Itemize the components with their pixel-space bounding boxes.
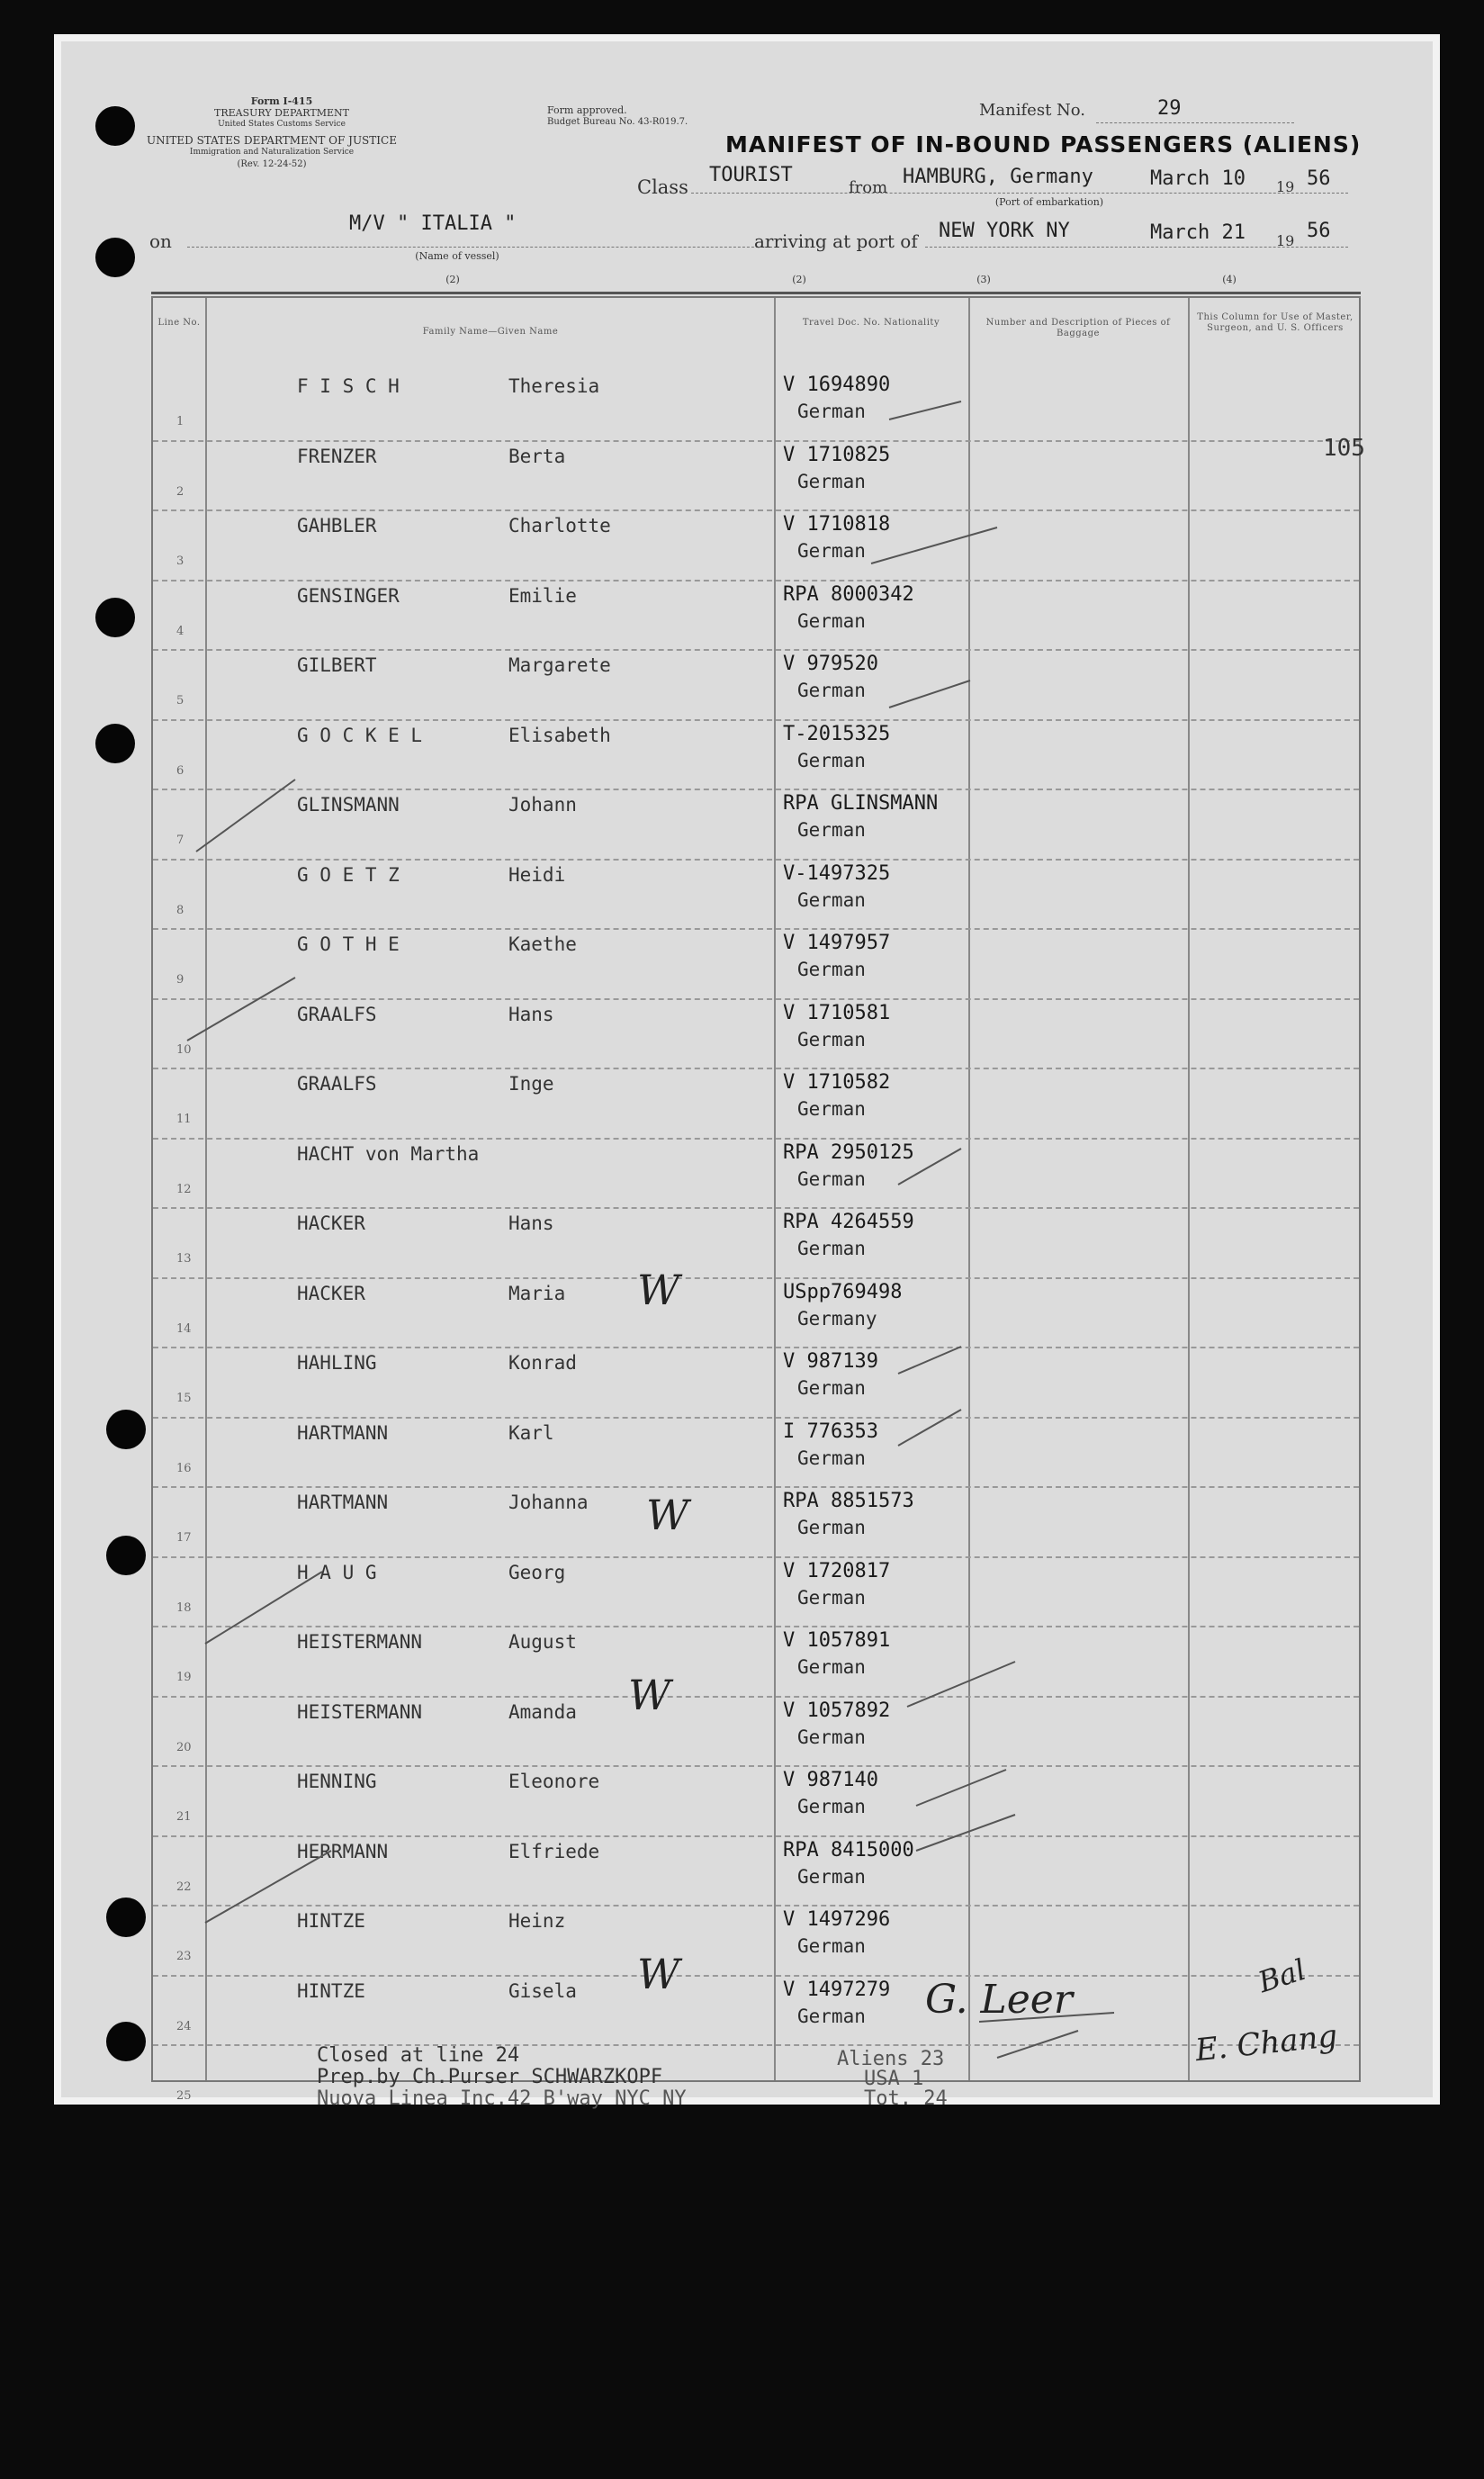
passenger-family-name: GAHBLER	[297, 515, 377, 536]
passenger-given-name: August	[508, 1631, 577, 1653]
form-revision: (Rev. 12-24-52)	[237, 159, 307, 169]
passenger-nationality: German	[797, 401, 866, 422]
passenger-family-name: GILBERT	[297, 654, 377, 676]
passenger-family-name: HARTMANN	[297, 1421, 389, 1444]
port-embarkation: HAMBURG, Germany	[903, 166, 1093, 188]
col-header-baggage: Number and Description of Pieces of Baggage	[985, 318, 1171, 338]
passenger-travel-doc: V 1710582	[783, 1071, 891, 1094]
passenger-family-name: GRAALFS	[297, 1073, 377, 1095]
agent-line: Nuova Linea Inc.42 B'way NYC NY	[317, 2087, 687, 2110]
line-number: 16	[176, 1461, 192, 1475]
passenger-travel-doc: V-1497325	[783, 861, 891, 885]
passenger-given-name: Gisela	[508, 1979, 577, 2002]
passenger-family-name: HACKER	[297, 1282, 365, 1304]
passenger-family-name: G O C K E L	[297, 724, 423, 746]
handwritten-mark: W	[628, 1671, 671, 1719]
passenger-nationality: German	[797, 540, 866, 562]
passenger-family-name: GENSINGER	[297, 584, 400, 607]
passenger-travel-doc: V 1710581	[783, 1001, 891, 1024]
passenger-family-name: G O T H E	[297, 933, 400, 955]
passenger-travel-doc: RPA 8000342	[783, 582, 914, 606]
passenger-given-name: Georg	[508, 1561, 566, 1583]
line-number: 14	[176, 1321, 192, 1336]
prepared-by: Prep.by Ch.Purser SCHWARZKOPF	[317, 2066, 663, 2088]
passenger-family-name: HARTMANN	[297, 1492, 389, 1513]
vessel-name: M/V " ITALIA "	[349, 212, 517, 235]
passenger-travel-doc: V 979520	[783, 653, 878, 675]
passenger-nationality: German	[797, 1586, 866, 1609]
class-label: Class	[637, 176, 688, 198]
passenger-given-name: Inge	[508, 1073, 554, 1095]
total-count: Tot. 24	[864, 2087, 948, 2110]
year-prefix-arrival: 19	[1276, 232, 1295, 249]
passenger-nationality: German	[797, 2005, 866, 2027]
passenger-given-name: Charlotte	[508, 515, 611, 536]
passenger-nationality: German	[797, 1726, 866, 1748]
passenger-travel-doc: USpp769498	[783, 1280, 903, 1303]
passenger-family-name: HERRMANN	[297, 1840, 389, 1862]
col-header-officers: This Column for Use of Master, Surgeon, and U. S. Officers	[1197, 312, 1354, 333]
passenger-family-name: HAHLING	[297, 1352, 377, 1374]
passenger-given-name: Elisabeth	[508, 724, 611, 746]
passenger-travel-doc: RPA 4264559	[783, 1211, 914, 1233]
passenger-travel-doc: I 776353	[783, 1420, 878, 1443]
passenger-nationality: German	[797, 1865, 866, 1888]
arriving-label: arriving at port of	[754, 230, 918, 252]
col-num-b: (2)	[792, 274, 806, 285]
line-number: 6	[176, 763, 184, 778]
pencil-marks	[61, 41, 1447, 2112]
passenger-travel-doc: V 1057891	[783, 1629, 891, 1652]
passenger-nationality: German	[797, 1238, 866, 1259]
passenger-family-name: HINTZE	[297, 1979, 365, 2002]
passenger-family-name: HEISTERMANN	[297, 1631, 423, 1653]
passenger-family-name: HEISTERMANN	[297, 1700, 423, 1723]
officer-note: 105	[1323, 435, 1365, 462]
manifest-label: Manifest No.	[979, 101, 1086, 120]
passenger-family-name: HENNING	[297, 1771, 377, 1792]
line-number: 20	[176, 1740, 192, 1754]
vessel-caption: (Name of vessel)	[415, 250, 499, 262]
form-number: Form I-415	[250, 95, 313, 107]
passenger-given-name: Karl	[508, 1421, 554, 1444]
col-header-travel: Travel Doc. No. Nationality	[802, 318, 940, 328]
form-approved: Form approved.	[547, 104, 627, 116]
passenger-nationality: Germany	[797, 1307, 877, 1330]
line-number: 3	[176, 554, 184, 568]
line-number: 21	[176, 1810, 192, 1824]
passenger-given-name: Emilie	[508, 584, 577, 607]
line-number: 13	[176, 1252, 192, 1266]
departure-date: March 10	[1150, 167, 1246, 190]
col-num-a: (2)	[445, 274, 460, 285]
col-num-c: (3)	[976, 274, 991, 285]
aliens-count: Aliens 23	[837, 2048, 945, 2070]
passenger-given-name: Theresia	[508, 375, 600, 397]
passenger-travel-doc: RPA 8851573	[783, 1490, 914, 1512]
passenger-family-name: HINTZE	[297, 1910, 365, 1932]
passenger-given-name: Hans	[508, 1003, 554, 1025]
passenger-nationality: German	[797, 470, 866, 492]
passenger-family-name: G O E T Z	[297, 863, 400, 886]
line-number: 11	[176, 1113, 192, 1126]
passenger-nationality: German	[797, 1796, 866, 1817]
passenger-travel-doc: V 987140	[783, 1769, 878, 1791]
usa-count: USA 1	[864, 2068, 924, 2090]
passenger-nationality: German	[797, 680, 866, 701]
passenger-travel-doc: V 1710818	[783, 513, 891, 536]
passenger-given-name: Konrad	[508, 1352, 577, 1374]
passenger-given-name: Margarete	[508, 654, 611, 676]
passenger-given-name: Heinz	[508, 1910, 566, 1932]
line-number: 9	[176, 973, 184, 987]
line-number: 23	[176, 1950, 192, 1963]
passenger-nationality: German	[797, 888, 866, 911]
passenger-nationality: German	[797, 1098, 866, 1120]
passenger-nationality: German	[797, 1517, 866, 1538]
passenger-family-name: H A U G	[297, 1561, 377, 1583]
passenger-family-name: HACHT von Martha	[297, 1142, 480, 1165]
passenger-nationality: German	[797, 1028, 866, 1050]
passenger-nationality: German	[797, 1377, 866, 1399]
closed-line: Closed at line 24	[317, 2044, 520, 2067]
passenger-travel-doc: V 987139	[783, 1350, 878, 1373]
passenger-given-name: Eleonore	[508, 1771, 600, 1792]
on-label: on	[149, 230, 172, 252]
passenger-travel-doc: T-2015325	[783, 722, 891, 745]
dept-customs: United States Customs Service	[218, 120, 346, 129]
handwritten-note: Bal	[1254, 1952, 1310, 2000]
arrival-year: 56	[1307, 220, 1331, 242]
passenger-nationality: German	[797, 819, 866, 841]
passenger-given-name: Maria	[508, 1282, 566, 1304]
passenger-travel-doc: RPA GLINSMANN	[783, 792, 939, 815]
line-number: 22	[176, 1880, 192, 1894]
arrival-date: March 21	[1150, 221, 1246, 244]
passenger-travel-doc: RPA 8415000	[783, 1838, 914, 1862]
line-number: 4	[176, 624, 184, 638]
passenger-given-name: Johanna	[508, 1492, 589, 1513]
line-number: 24	[176, 2019, 192, 2033]
passenger-nationality: German	[797, 959, 866, 980]
passenger-given-name: Berta	[508, 445, 566, 467]
handwritten-mark: W	[637, 1950, 680, 1998]
handwritten-signature: G. Leer	[925, 1977, 1073, 2023]
passenger-nationality: German	[797, 749, 866, 771]
passenger-given-name: Amanda	[508, 1700, 577, 1723]
line-number: 19	[176, 1671, 192, 1684]
col-header-name: Family Name—Given Name	[422, 327, 559, 337]
passenger-travel-doc: V 1694890	[783, 374, 891, 396]
line-number: 18	[176, 1600, 192, 1615]
from-label: from	[849, 178, 888, 197]
dept-treasury: TREASURY DEPARTMENT	[214, 107, 349, 119]
handwritten-initials: E. Chang	[1193, 2017, 1339, 2069]
passenger-given-name: Johann	[508, 794, 577, 816]
line-number: 25	[176, 2089, 192, 2103]
passenger-nationality: German	[797, 1167, 866, 1190]
dept-justice: UNITED STATES DEPARTMENT OF JUSTICE	[147, 134, 397, 147]
passenger-travel-doc: V 1497279	[783, 1978, 891, 2001]
passenger-nationality: German	[797, 1447, 866, 1469]
line-number: 12	[176, 1182, 192, 1196]
col-num-d: (4)	[1222, 274, 1237, 285]
passenger-given-name: Heidi	[508, 863, 566, 886]
passenger-travel-doc: V 1057892	[783, 1699, 891, 1722]
line-number: 7	[176, 834, 184, 847]
port-caption: (Port of embarkation)	[994, 196, 1104, 208]
handwritten-mark: W	[637, 1266, 680, 1314]
year-prefix: 19	[1276, 178, 1295, 195]
passenger-family-name: GLINSMANN	[297, 794, 400, 816]
col-header-line: Line No.	[157, 318, 201, 328]
manifest-title: MANIFEST OF IN-BOUND PASSENGERS (ALIENS)	[725, 131, 1362, 158]
line-number: 10	[176, 1042, 192, 1057]
departure-year: 56	[1307, 167, 1331, 190]
line-number: 5	[176, 694, 184, 708]
line-number: 17	[176, 1531, 192, 1545]
manifest-number: 29	[1157, 97, 1182, 120]
passenger-travel-doc: V 1710825	[783, 443, 891, 466]
passenger-family-name: HACKER	[297, 1212, 365, 1234]
passenger-travel-doc: V 1497296	[783, 1908, 891, 1931]
passenger-nationality: German	[797, 609, 866, 632]
passenger-travel-doc: RPA 2950125	[783, 1140, 914, 1164]
line-number: 2	[176, 484, 184, 499]
handwritten-mark: W	[646, 1491, 689, 1539]
passenger-family-name: FRENZER	[297, 445, 377, 467]
budget-bureau: Budget Bureau No. 43-R019.7.	[547, 117, 688, 127]
passenger-travel-doc: V 1720817	[783, 1559, 891, 1582]
passenger-given-name: Kaethe	[508, 933, 577, 955]
passenger-given-name: Elfriede	[508, 1840, 600, 1862]
passenger-nationality: German	[797, 1935, 866, 1957]
passenger-travel-doc: V 1497957	[783, 932, 891, 954]
class-value: TOURIST	[709, 164, 793, 186]
passenger-given-name: Hans	[508, 1212, 554, 1234]
dept-ins: Immigration and Naturalization Service	[189, 148, 355, 157]
manifest-page	[54, 34, 1440, 2110]
passenger-nationality: German	[797, 1656, 866, 1678]
passenger-family-name: GRAALFS	[297, 1003, 377, 1025]
line-number: 1	[176, 415, 184, 428]
line-number: 8	[176, 903, 184, 917]
line-number: 15	[176, 1392, 192, 1405]
arrival-port: NEW YORK NY	[939, 220, 1070, 242]
passenger-family-name: F I S C H	[297, 375, 400, 397]
